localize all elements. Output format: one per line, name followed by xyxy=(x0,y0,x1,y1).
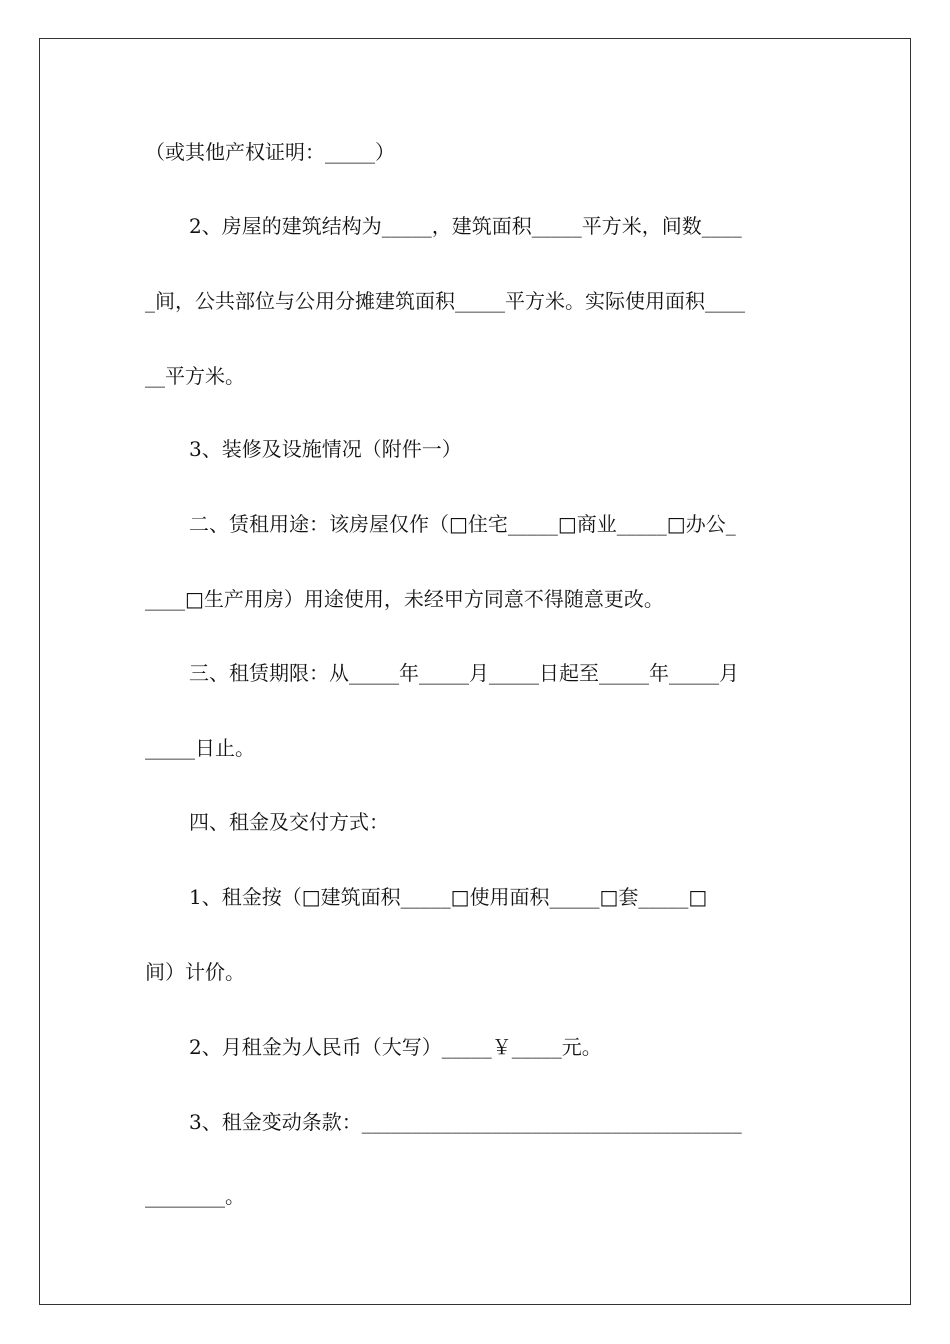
text-line-monthly-rent: 2、月租金为人民币（大写）_____￥_____元。 xyxy=(189,1035,602,1059)
text-line-shared-area: _间，公共部位与公用分摊建筑面积_____平方米。实际使用面积____ xyxy=(145,289,745,313)
text-line-rent-basis: 1、租金按（□建筑面积_____□使用面积_____□套_____□ xyxy=(189,885,708,909)
text-line-area-unit: __平方米。 xyxy=(145,364,245,388)
text-line-property-certificate: （或其他产权证明：_____） xyxy=(145,140,395,164)
text-line-rent-basis-continued: 间）计价。 xyxy=(145,960,245,984)
text-line-usage-continued: ____□生产用房）用途使用，未经甲方同意不得随意更改。 xyxy=(145,587,664,611)
text-line-lease-term-end: _____日止。 xyxy=(145,736,255,760)
text-line-rent-heading: 四、租金及交付方式： xyxy=(189,810,389,834)
text-line-usage: 二、赁租用途：该房屋仅作（□住宅_____□商业_____□办公_ xyxy=(189,512,736,536)
text-line-building-structure: 2、房屋的建筑结构为_____，建筑面积_____平方米，间数____ xyxy=(189,214,742,238)
text-line-decoration: 3、装修及设施情况（附件一） xyxy=(189,437,462,461)
text-line-lease-term: 三、租赁期限：从_____年_____月_____日起至_____年_____月 xyxy=(189,661,739,685)
text-line-rent-change-continued: ________。 xyxy=(145,1184,245,1208)
text-line-rent-change: 3、租金变动条款：______________________________________ xyxy=(189,1110,742,1134)
